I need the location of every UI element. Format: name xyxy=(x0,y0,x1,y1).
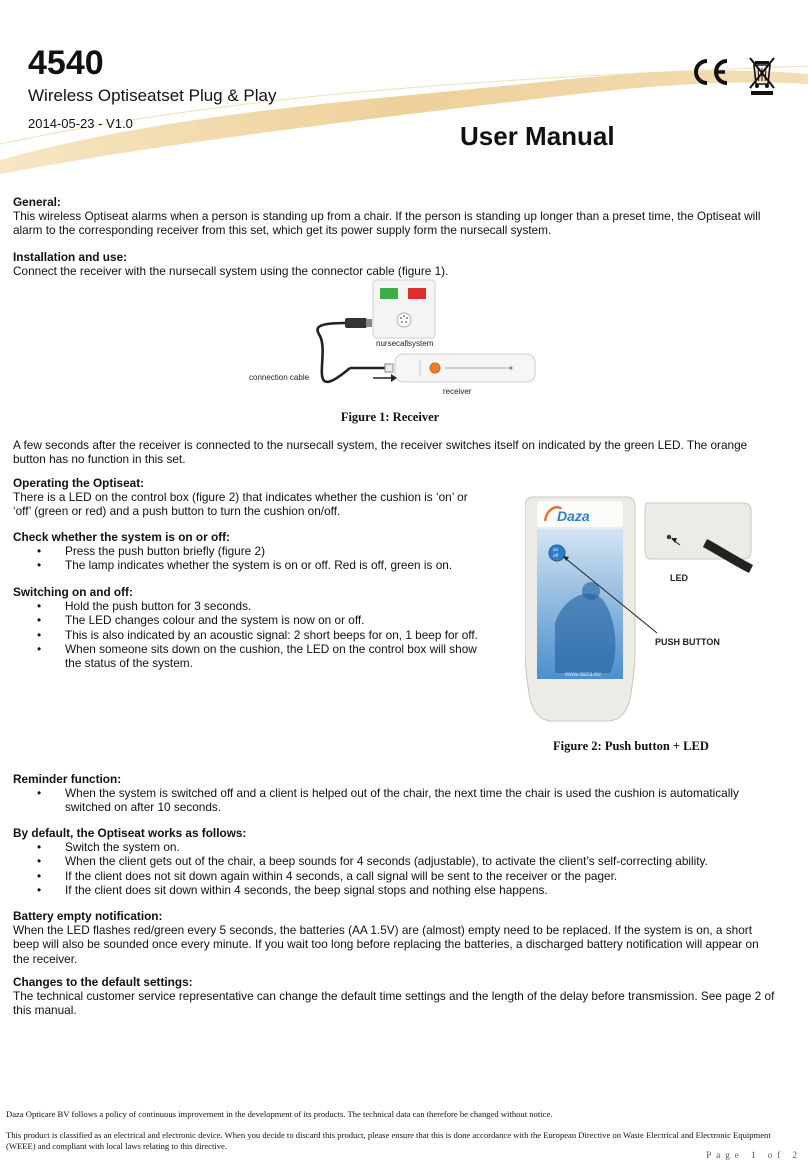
switching-item: • Hold the push button for 3 seconds. xyxy=(13,599,483,613)
daza-url-text: www.daza.eu xyxy=(565,672,601,678)
switching-item: • This is also indicated by an acoustic signal: 2 short beeps for on, 1 beep for off. xyxy=(13,628,483,642)
operating-heading: Operating the Optiseat: xyxy=(13,476,145,490)
switching-item: • When someone sits down on the cushion, the LED on the control box will show the status of the system. xyxy=(13,642,483,670)
installation-text: Connect the receiver with the nursecall system using the connector cable (figure 1). xyxy=(13,264,449,279)
product-name: Wireless Optiseatset Plug & Play xyxy=(28,86,277,105)
nursecall-label: nursecallsystem xyxy=(376,339,434,348)
reminder-heading: Reminder function: xyxy=(13,772,122,786)
figure1-caption: Figure 1: Receiver xyxy=(340,410,440,424)
ce-mark-icon xyxy=(690,58,730,86)
led-label: LED xyxy=(670,573,688,583)
battery-section xyxy=(13,909,778,966)
check-item: • Press the push button briefly (figure 2) xyxy=(13,544,483,558)
figure1-receiver-illustration xyxy=(245,276,545,398)
footer-improvement-note: Daza Opticare BV follows a policy of continuous improvement in the development of its products. The technical data can therefore be changed without notice. xyxy=(6,1109,553,1119)
receiver-label: receiver xyxy=(443,387,472,396)
operating-section xyxy=(13,476,483,519)
weee-bin-icon xyxy=(748,54,776,96)
changes-heading: Changes to the default settings: xyxy=(13,975,193,989)
battery-heading: Battery empty notification: xyxy=(13,909,163,923)
default-item: • If the client does not sit down again within 4 seconds, a call signal will be sent to the receiver or the pager. xyxy=(13,869,778,883)
svg-text:on: on xyxy=(553,547,559,552)
red-indicator-icon xyxy=(408,288,426,299)
default-item: • Switch the system on. xyxy=(13,840,778,854)
check-item: • The lamp indicates whether the system is on or off. Red is off, green is on. xyxy=(13,558,483,572)
document-version: 2014-05-23 - V1.0 xyxy=(28,116,133,131)
manual-title: User Manual xyxy=(460,121,615,151)
default-item: • When the client gets out of the chair, a beep sounds for 4 seconds (adjustable), to activate the client’s self-correcting ability. xyxy=(13,854,778,868)
default-section xyxy=(13,826,778,897)
reminder-section xyxy=(13,772,778,815)
operating-text: There is a LED on the control box (figure 2) that indicates whether the cushion is ‘on’ or ‘off’ (green or red) and a push button to turn the cushion on/off. xyxy=(13,490,468,519)
check-heading: Check whether the system is on or off: xyxy=(13,530,230,544)
figure2-caption: Figure 2: Push button + LED xyxy=(553,739,709,753)
general-section xyxy=(13,195,778,238)
green-indicator-icon xyxy=(380,288,398,299)
svg-text:off: off xyxy=(553,553,558,558)
switching-section xyxy=(13,585,483,670)
page-number: Page 1 of 2 xyxy=(706,1150,802,1160)
daza-logo-text: Daza xyxy=(557,508,590,524)
general-heading: General: xyxy=(13,195,61,209)
product-number: 4540 xyxy=(28,44,104,82)
push-button-label: PUSH BUTTON xyxy=(655,637,720,647)
default-item: • If the client does sit down within 4 seconds, the beep signal stops and nothing else happens. xyxy=(13,883,778,897)
figure2-control-box-illustration xyxy=(525,493,785,728)
changes-text: The technical customer service representative can change the default time settings and the length of the delay before transmission. See page 2 of this manual. xyxy=(13,989,775,1018)
installation-heading: Installation and use: xyxy=(13,250,128,264)
receiver-connection-text: A few seconds after the receiver is connected to the nursecall system, the receiver switches itself on indicated by the green LED. The orange button has no function in this set. xyxy=(13,438,748,467)
battery-text: When the LED flashes red/green every 5 seconds, the batteries (AA 1.5V) are (almost) empty need to be replaced. If the system is on, a short beep will also be sounded once every minute. If you wait too long before replacing the batteries, a discharged battery notification will appear on the receiver. xyxy=(13,923,759,966)
changes-section xyxy=(13,975,778,1018)
led-indicator-icon xyxy=(667,535,671,539)
reminder-item: • When the system is switched off and a client is helped out of the chair, the next time the chair is used the cushion is automatically switched on after 10 seconds. xyxy=(13,786,778,814)
installation-section xyxy=(13,250,778,278)
header-swoosh xyxy=(0,40,808,190)
general-text: This wireless Optiseat alarms when a person is standing up from a chair. If the person is standing up longer than a preset time, the Optiseat will alarm to the corresponding receiver from this set, which get its power supply form the nursecall system. xyxy=(13,209,761,238)
default-heading: By default, the Optiseat works as follows: xyxy=(13,826,247,840)
footer-weee-note: This product is classified as an electrical and electronic device. When you decide to discard this product, please ensure that this is done accordance with the European Directive on Waste Electrical and Electronic Equipment (WEEE) and compliant with local laws relating to this directive. xyxy=(6,1130,771,1151)
switching-heading: Switching on and off: xyxy=(13,585,133,599)
switching-item: • The LED changes colour and the system is now on or off. xyxy=(13,613,483,627)
connection-cable-label: connection cable xyxy=(249,373,310,382)
check-section xyxy=(13,530,483,573)
